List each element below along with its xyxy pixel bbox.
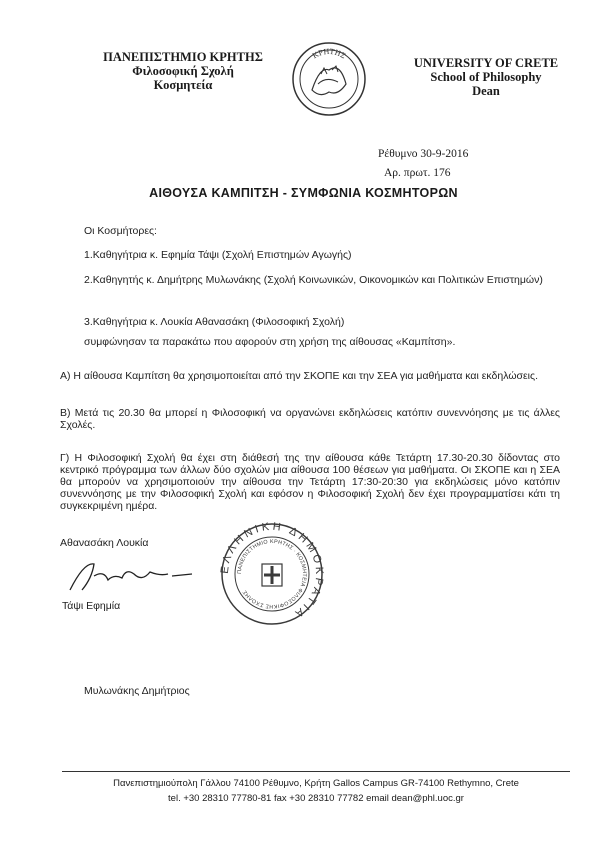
university-seal-icon [290,40,368,118]
footer-address: Πανεπιστημιούπολη Γάλλου 74100 Ρέθυμνο, Κρήτη Gallos Campus GR-74100 Rethymno, Crete [113,778,519,789]
point-b: Β) Μετά τις 20.30 θα μπορεί η Φιλοσοφική να οργανώνει εκδηλώσεις κατόπιν συνεννόησης με τις άλλες Σχολές. [60,407,560,431]
header-right [386,56,586,98]
svg-text:ΕΛΛΗΝΙΚΗ ΔΗΜΟΚΡΑΤΙΑ: ΕΛΛΗΝΙΚΗ ΔΗΜΟΚΡΑΤΙΑ [218,520,326,621]
intro-line: Οι Κοσμήτορες: [84,225,157,237]
svg-text:ΠΑΝΕΠΙΣΤΗΜΙΟ ΚΡΗΤΗΣ · ΚΟΣΜΗΤΕΙ: ΠΑΝΕΠΙΣΤΗΜΙΟ ΚΡΗΤΗΣ · ΚΟΣΜΗΤΕΙΑ ΦΙΛΟΣΟΦΙΚΗΣ ΣΧΟΛΗΣ [236,538,308,610]
official-stamp [218,520,326,628]
signatory-tapsi: Τάψι Εφημία [62,600,121,612]
document-title: ΑΙΘΟΥΣΑ ΚΑΜΠΙΤΣΗ - ΣΥΜΦΩΝΙΑ ΚΟΣΜΗΤΟΡΩΝ [149,186,458,200]
protocol-number: Αρ. πρωτ. 176 [384,167,451,179]
school-name-el: Φιλοσοφική Σχολή [132,64,234,78]
agreed-line: συμφώνησαν τα παρακάτω που αφορούν στη χρήση της αίθουσας «Καμπίτση». [84,336,456,348]
signature-scribble-icon [64,556,214,596]
dean-line-3: 3.Καθηγήτρια κ. Λουκία Αθανασάκη (Φιλοσοφική Σχολή) [84,316,345,328]
university-name-el: ΠΑΝΕΠΙΣΤΗΜΙΟ ΚΡΗΤΗΣ [103,50,263,64]
signatory-athanasaki: Αθανασάκη Λουκία [60,537,149,549]
dean-line-2: 2.Καθηγητής κ. Δημήτρης Μυλωνάκης (Σχολή Κοινωνικών, Οικονομικών και Πολιτικών Επιστημών) [84,274,543,286]
footer-divider [62,771,570,772]
university-name-en: UNIVERSITY OF CRETE [413,56,559,70]
svg-text:ΚΡΗΤΗΣ: ΚΡΗΤΗΣ [310,46,348,61]
footer-contact: tel. +30 28310 77780-81 fax +30 28310 77782 email dean@phl.uoc.gr [168,793,464,804]
header-left [78,50,288,92]
school-name-en: School of Philosophy [430,70,542,84]
office-name-el: Κοσμητεία [153,78,213,92]
point-a: Α) Η αίθουσα Καμπίτση θα χρησιμοποιείται από την ΣΚΟΠΕ και την ΣΕΑ για μαθήματα και εκδηλώσεις. [60,370,538,382]
dean-line-1: 1.Καθηγήτρια κ. Εφημία Τάψι (Σχολή Επιστημών Αγωγής) [84,249,352,261]
point-c: Γ) Η Φιλοσοφική Σχολή θα έχει στη διάθεσή της την αίθουσα κάθε Τετάρτη 17.30-20.30 δίδοντας στο κεντρικό πρόγραμμα των άλλων δύο σχολών μια αίθουσα 100 θέσεων για μαθήματα. Οι ΣΚΟΠΕ και η ΣΕΑ θα μπορούν να χρησιμοποιούν την αίθουσα την Τετάρτη 17:30-20:30 για εκδηλώσεις μόνο κατόπιν συνεννόησης με την Φιλοσοφική Σχολή και εφόσον η Φιλοσοφική Σχολή δεν έχει προγραμματίσει κάτι τη συγκεκριμένη ημέρα. [60,452,560,512]
document-date: Ρέθυμνο 30-9-2016 [378,148,469,160]
signatory-mylonakis: Μυλωνάκης Δημήτριος [84,685,190,697]
office-name-en: Dean [472,84,500,98]
